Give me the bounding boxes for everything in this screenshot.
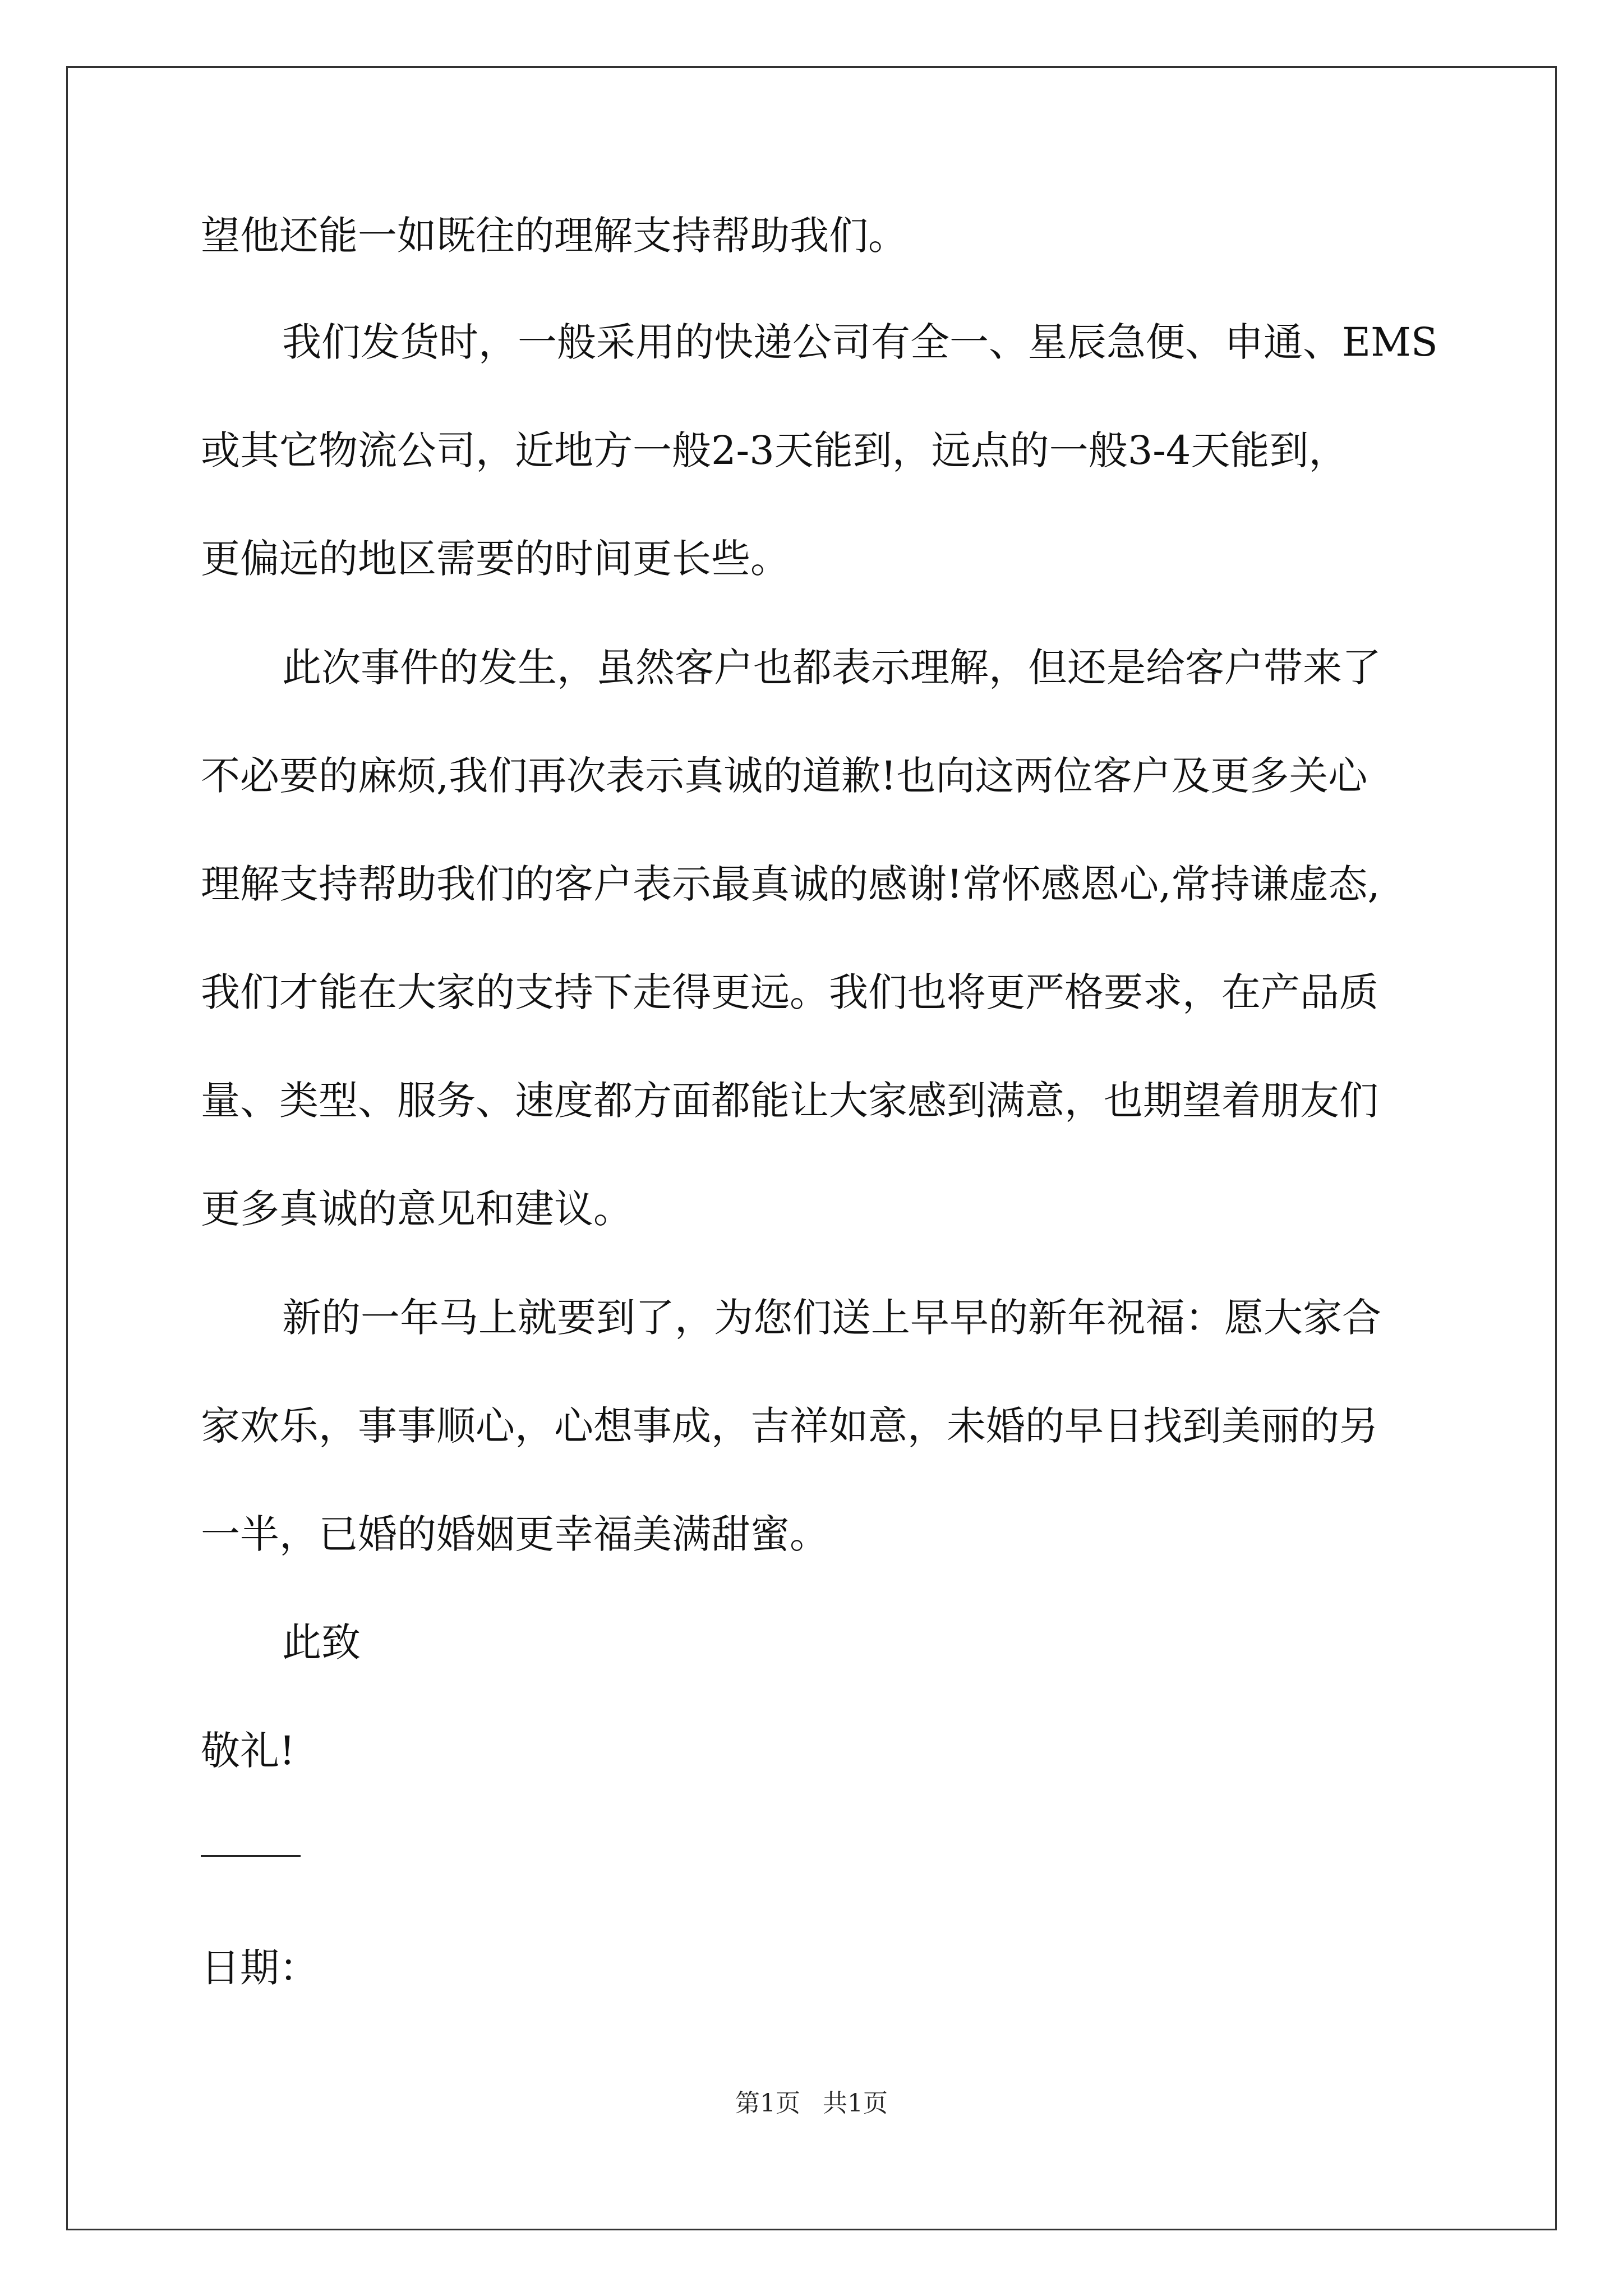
page-footer — [0, 2087, 1623, 2120]
page-number: 第1页 — [735, 2089, 800, 2118]
text-line: 量、类型、服务、速度都方面都能让大家感到满意，也期望着朋友们 — [201, 1078, 1378, 1124]
text-line: 更偏远的地区需要的时间更长些。 — [201, 536, 790, 582]
text-line: 望他还能一如既往的理解支持帮助我们。 — [201, 213, 907, 259]
text-line: 更多真诚的意见和建议。 — [201, 1186, 633, 1232]
text-line: 不必要的麻烦,我们再次表示真诚的道歉!也向这两位客户及更多关心 — [201, 753, 1368, 799]
closing-greeting: 此致 — [282, 1619, 361, 1665]
text-line: 家欢乐，事事顺心，心想事成，吉祥如意，未婚的早日找到美丽的另 — [201, 1403, 1378, 1449]
page-total: 共1页 — [823, 2089, 888, 2118]
paragraph-line: 新的一年马上就要到了，为您们送上早早的新年祝福：愿大家合 — [282, 1295, 1381, 1341]
text-line: 我们才能在大家的支持下走得更远。我们也将更严格要求，在产品质 — [201, 969, 1378, 1015]
signature-line — [201, 1855, 301, 1857]
date-label: 日期： — [201, 1945, 319, 1991]
paragraph-line: 此次事件的发生，虽然客户也都表示理解，但还是给客户带来了 — [282, 645, 1381, 691]
text-line: 一半，已婚的婚姻更幸福美满甜蜜。 — [201, 1511, 829, 1557]
page-border — [66, 66, 1557, 2230]
paragraph-line: 我们发货时，一般采用的快递公司有全一、星辰急便、申通、EMS — [282, 319, 1438, 365]
salutation: 敬礼! — [201, 1728, 296, 1774]
text-line: 理解支持帮助我们的客户表示最真诚的感谢!常怀感恩心,常持谦虚态, — [201, 861, 1380, 907]
text-line: 或其它物流公司，近地方一般2-3天能到，远点的一般3-4天能到， — [201, 427, 1348, 473]
